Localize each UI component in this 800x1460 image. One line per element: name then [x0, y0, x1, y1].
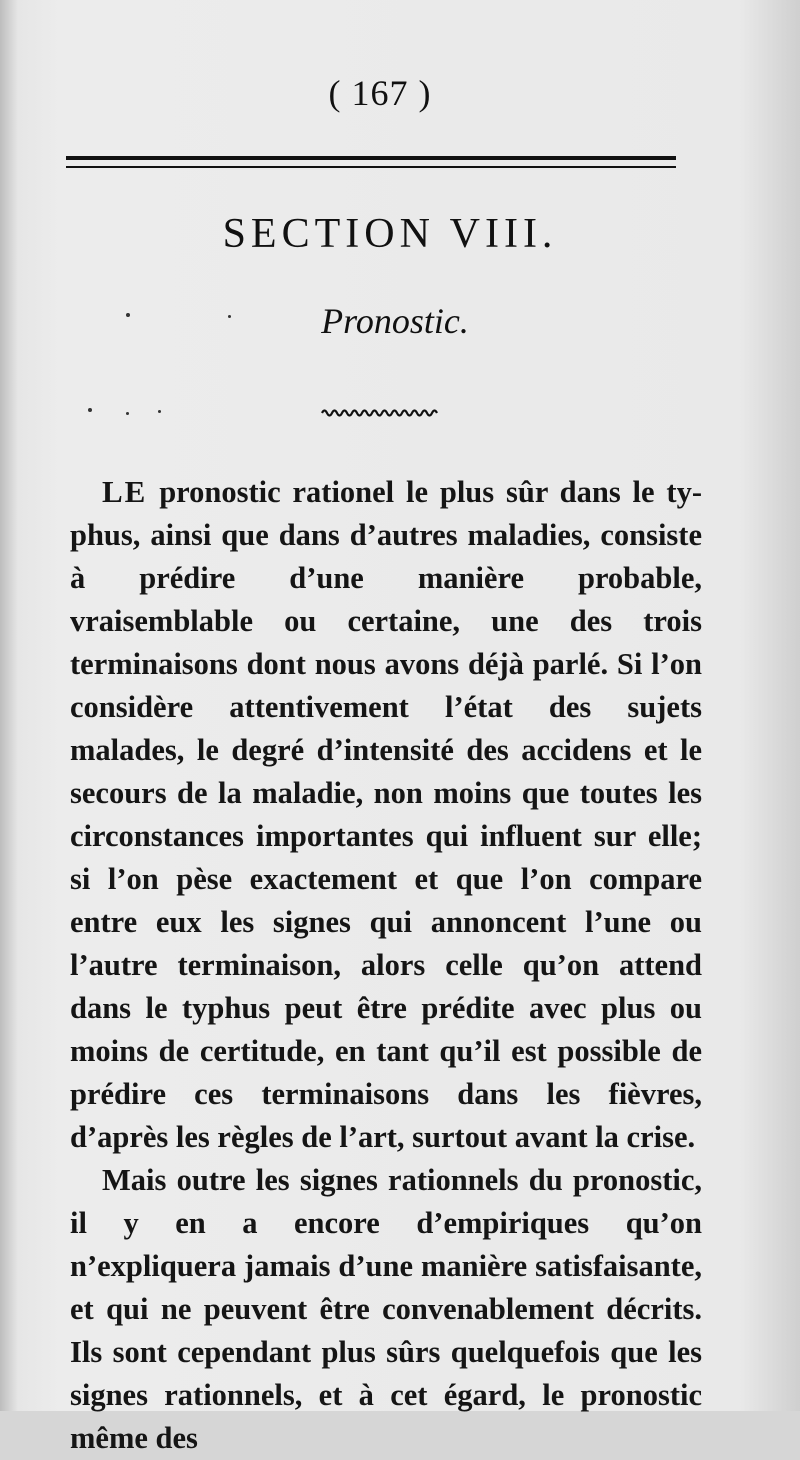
- section-subtitle: Pronostic.: [321, 301, 469, 341]
- section-title: SECTION VIII.: [222, 211, 558, 257]
- print-speck: [158, 410, 161, 413]
- page-number: ( 167 ): [328, 73, 432, 113]
- print-speck: [88, 408, 92, 412]
- print-speck: [228, 315, 231, 318]
- print-speck: [126, 313, 130, 317]
- paragraph-text: pronostic rationel le plus sûr dans le typhus, ainsi que dans d’autres maladies, consiste à prédire d’une manière probable, vraisemblable ou certaine, une des trois terminaisons dont nous avons déjà parlé. Si l’on considère attentivement l’état des sujets malades, le degré d’intensité des accidens et le secours de la maladie, non moins que toutes les circonstances importantes qui influent sur elle; si l’on pèse exactement et que l’on compare entre eux les signes qui annoncent l’une ou l’autre terminaison, alors celle qu’on attend dans le typhus peut être prédite avec plus ou moins de certitude, en tant qu’il est possible de prédire ces terminaisons dans les fièvres, d’après les règles de l’art, surtout avant la crise.: [70, 475, 702, 1154]
- paragraph-1: [70, 470, 702, 1159]
- paragraph-lead: LE: [102, 474, 148, 509]
- header-rule-thick: [66, 156, 676, 160]
- print-speck: [126, 412, 129, 415]
- paragraph-text: Mais outre les signes rationnels du pronostic, il y en a encore d’empiriques qu’on n’expliquera jamais d’une manière satisfaisante, et qui ne peuvent être convenablement décrits. Ils sont cependant plus sûrs quelquefois que les signes rationnels, et à cet égard, le pronostic même des: [70, 1163, 702, 1455]
- paragraph-2: [70, 1159, 702, 1460]
- wavy-ornament-icon: [322, 408, 442, 418]
- body-text: [70, 470, 702, 1460]
- header-rule-thin: [66, 166, 676, 168]
